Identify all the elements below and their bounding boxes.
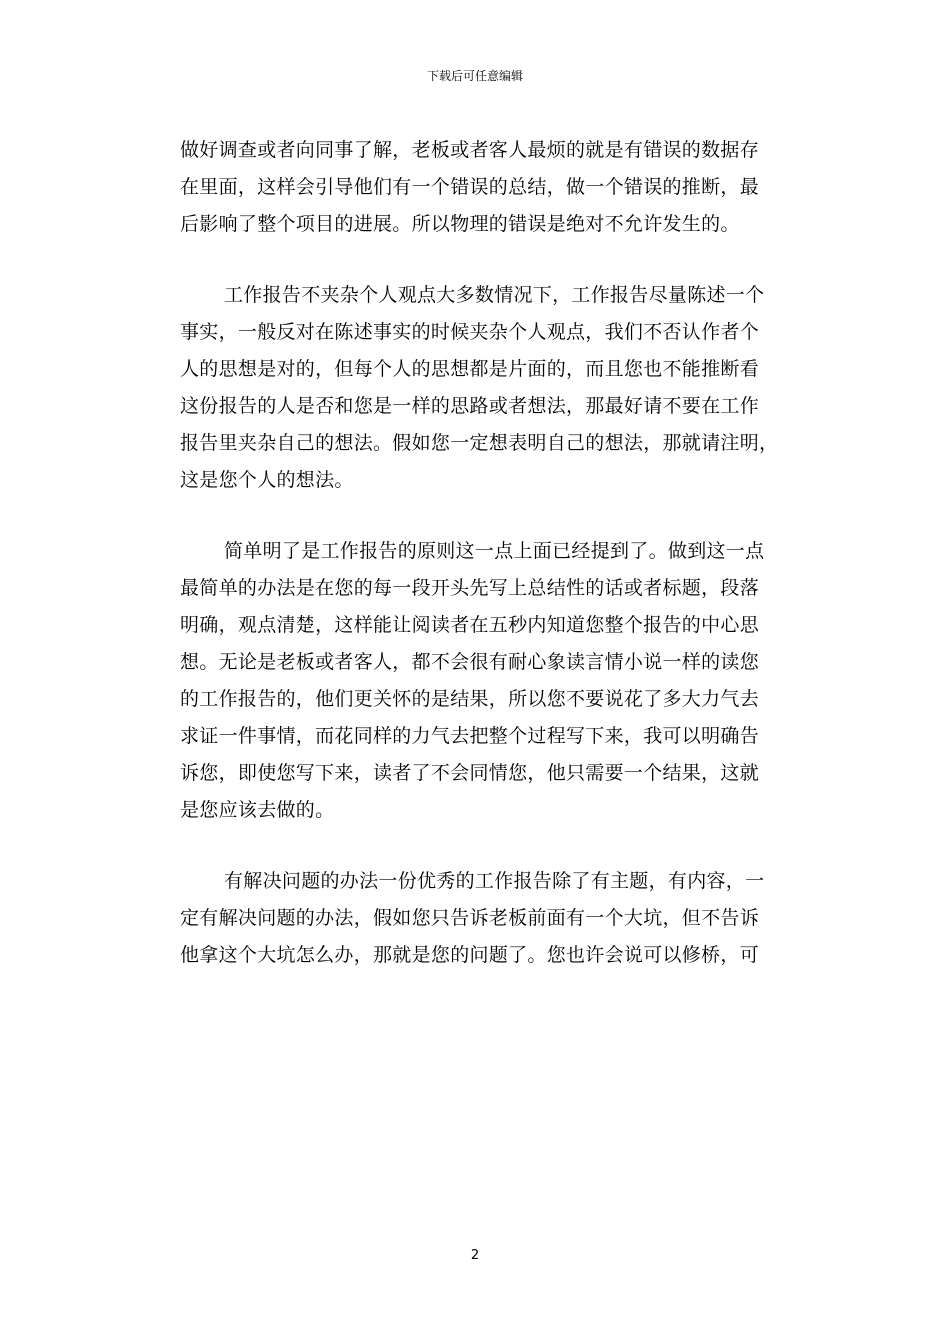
- paragraph-line: 报告里夹杂自己的想法。假如您一定想表明自己的想法，那就请注明，: [180, 432, 779, 454]
- paragraph-line: 求证一件事情，而花同样的力气去把整个过程写下来，我可以明确告: [180, 725, 760, 747]
- document-body: [180, 132, 779, 1008]
- page-number: 2: [470, 1248, 480, 1263]
- paragraph-line: 人的思想是对的，但每个人的思想都是片面的，而且您也不能推断看: [180, 358, 760, 380]
- paragraph-line: 这是您个人的想法。: [180, 469, 354, 491]
- paragraph-line: 诉您，即使您写下来，读者了不会同情您，他只需要一个结果，这就: [180, 762, 760, 784]
- paragraph-4: [180, 863, 765, 974]
- paragraph-2: [180, 277, 779, 499]
- paragraph-line: 的工作报告的，他们更关怀的是结果，所以您不要说花了多大力气去: [180, 688, 760, 710]
- paragraph-line: 他拿这个大坑怎么办，那就是您的问题了。您也许会说可以修桥，可: [180, 944, 760, 966]
- paragraph-3: [180, 533, 765, 829]
- paragraph-line: 这份报告的人是否和您是一样的思路或者想法，那最好请不要在工作: [180, 395, 760, 417]
- paragraph-line: 明确，观点清楚，这样能让阅读者在五秒内知道您整个报告的中心思: [180, 614, 760, 636]
- paragraph-line: 事实，一般反对在陈述事实的时候夹杂个人观点，我们不否认作者个: [180, 321, 760, 343]
- paragraph-line: 有解决问题的办法一份优秀的工作报告除了有主题，有内容，一: [224, 870, 765, 892]
- paragraph-1: [180, 132, 765, 243]
- paragraph-line: 简单明了是工作报告的原则这一点上面已经提到了。做到这一点: [224, 540, 765, 562]
- paragraph-line: 想。无论是老板或者客人，都不会很有耐心象读言情小说一样的读您: [180, 651, 760, 673]
- paragraph-line: 后影响了整个项目的进展。所以物理的错误是绝对不允许发生的。: [180, 213, 740, 235]
- page-header: 下载后可任意编辑: [426, 69, 523, 83]
- paragraph-line: 工作报告不夹杂个人观点大多数情况下，工作报告尽量陈述一个: [224, 284, 765, 306]
- paragraph-line: 最简单的办法是在您的每一段开头先写上总结性的话或者标题，段落: [180, 577, 760, 599]
- paragraph-line: 定有解决问题的办法，假如您只告诉老板前面有一个大坑，但不告诉: [180, 907, 760, 929]
- paragraph-line: 在里面，这样会引导他们有一个错误的总结，做一个错误的推断，最: [180, 176, 760, 198]
- paragraph-line: 做好调查或者向同事了解，老板或者客人最烦的就是有错误的数据存: [180, 139, 760, 161]
- paragraph-line: 是您应该去做的。: [180, 799, 335, 821]
